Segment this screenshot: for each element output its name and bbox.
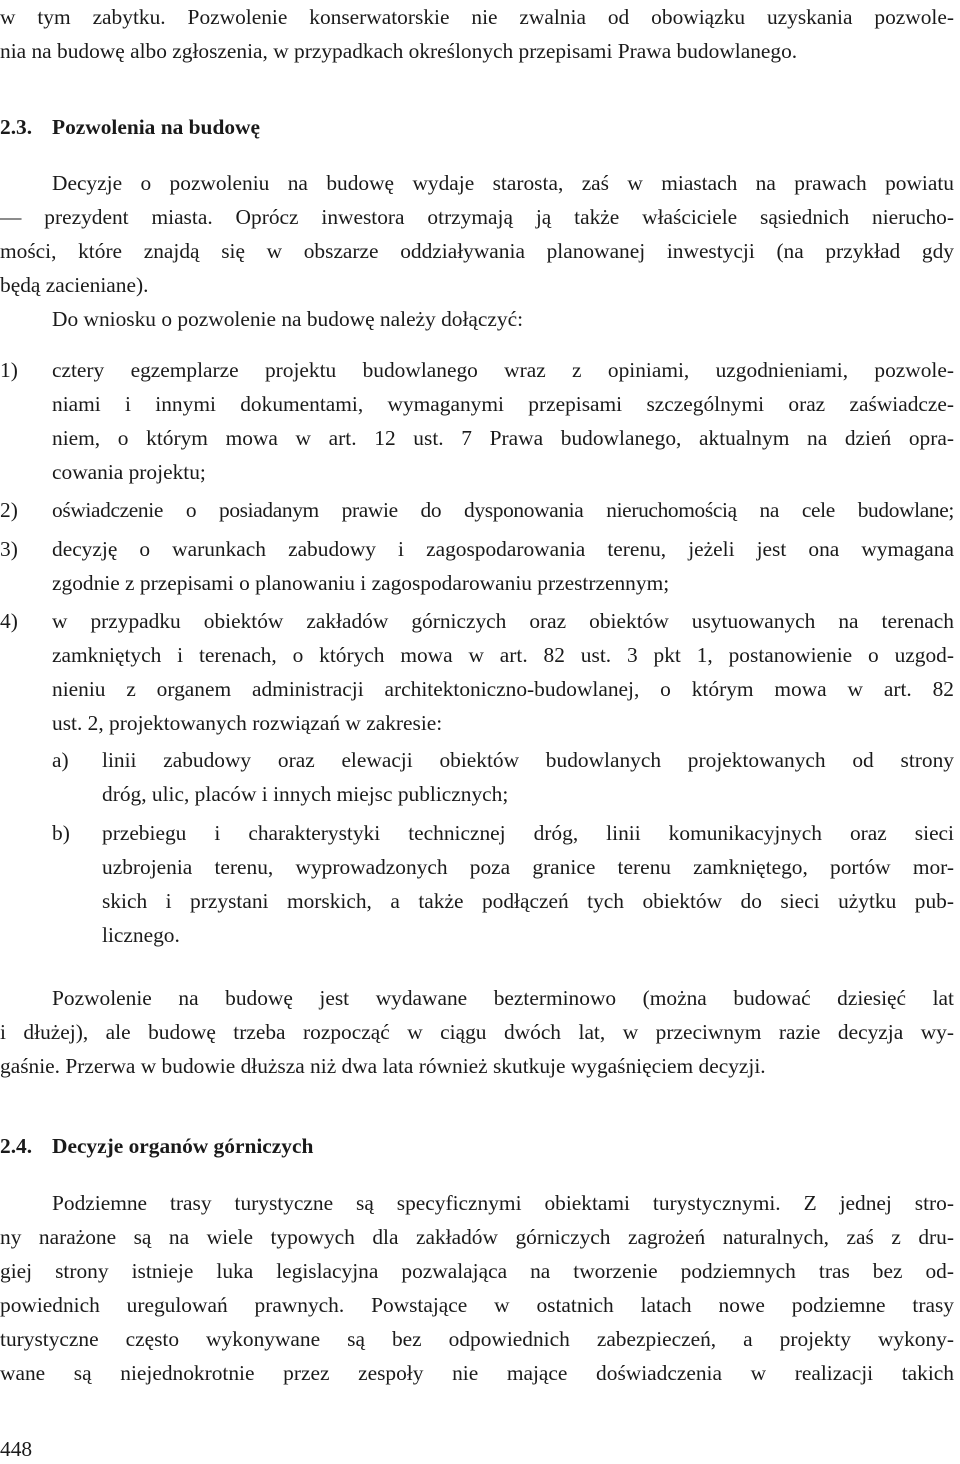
text-line: Pozwolenie na budowę jest wydawane bezterminowo (można budować dziesięć lat (52, 986, 954, 1010)
list-subitem-text: przebiegu i charakterystyki technicznej dróg, linii komunikacyjnych oraz sieci (102, 821, 954, 845)
text-line: i dłużej), ale budowę trzeba rozpocząć w ciągu dwóch lat, w przeciwnym razie decyzja wy- (0, 1020, 954, 1044)
text-line: niem, o którym mowa w art. 12 ust. 7 Prawa budowlanego, aktualnym na dzień opra- (52, 426, 954, 450)
list-item-text: w przypadku obiektów zakładów górniczych oraz obiektów usytuowanych na terenach (52, 609, 954, 633)
text-line: zamkniętych i terenach, o których mowa w art. 82 ust. 3 pkt 1, postanowienie o uzgod- (52, 643, 954, 667)
text-line: skich i przystani morskich, a także podłączeń tych obiektów do sieci użytku pub- (102, 889, 954, 913)
text-line: w tym zabytku. Pozwolenie konserwatorskie nie zwalnia od obowiązku uzyskania pozwole- (0, 5, 954, 29)
text-line: — prezydent miasta. Oprócz inwestora otrzymają ją także właściciele sąsiednich nierucho- (0, 205, 954, 229)
list-subitem-letter: b) (52, 821, 70, 845)
text-line: nia na budowę albo zgłoszenia, w przypadkach określonych przepisami Prawa budowlanego. (0, 39, 798, 63)
text-line: powiednich uregulowań prawnych. Powstające w ostatnich latach nowe podziemne trasy (0, 1293, 954, 1317)
section-title: Decyzje organów górniczych (52, 1134, 314, 1158)
list-subitem (52, 745, 954, 775)
list-item (0, 534, 954, 564)
text-line: nieniu z organem administracji architektoniczno-budowlanej, o którym mowa w art. 82 (52, 677, 954, 701)
page-number: 448 (0, 1437, 33, 1461)
section-number: 2.3. (0, 115, 33, 139)
list-item (0, 355, 954, 385)
text-line: gaśnie. Przerwa w budowie dłuższa niż dwa lata również skutkuje wygaśnięciem decyzji. (0, 1054, 766, 1078)
list-item-number: 1) (0, 358, 18, 382)
text-line: mości, które znajdą się w obszarze oddziaływania planowanej inwestycji (na przykład gdy (0, 239, 954, 263)
list-subitem (52, 818, 954, 848)
list-item-text: oświadczenie o posiadanym prawie do dysponowania nieruchomością na cele budowlane; (52, 498, 954, 522)
text-line: turystyczne często wykonywane są bez odpowiednich zabezpieczeń, a projekty wykony- (0, 1327, 954, 1351)
section-heading (0, 112, 954, 142)
text-line: niami i innymi dokumentami, wymaganymi przepisami szczególnymi oraz zaświadcze- (52, 392, 954, 416)
text-line: cowania projektu; (52, 460, 206, 484)
section-number: 2.4. (0, 1134, 33, 1158)
text-line: Do wniosku o pozwolenie na budowę należy dołączyć: (52, 307, 524, 331)
list-item-number: 3) (0, 537, 18, 561)
text-line: licznego. (102, 923, 180, 947)
text-line: Decyzje o pozwoleniu na budowę wydaje starosta, zaś w miastach na prawach powiatu (52, 171, 954, 195)
list-subitem-letter: a) (52, 748, 69, 772)
list-item-text: cztery egzemplarze projektu budowlanego wraz z opiniami, uzgodnieniami, pozwole- (52, 358, 954, 382)
text-line: zgodnie z przepisami o planowaniu i zagospodarowaniu przestrzennym; (52, 571, 670, 595)
text-line: wane są niejednokrotnie przez zespoły nie mające doświadczenia w realizacji takich (0, 1361, 954, 1385)
list-item (0, 606, 954, 636)
text-line: giej strony istnieje luka legislacyjna pozwalająca na tworzenie podziemnych tras bez od- (0, 1259, 954, 1283)
list-item (0, 495, 954, 525)
list-subitem-text: linii zabudowy oraz elewacji obiektów budowlanych projektowanych od strony (102, 748, 954, 772)
section-title: Pozwolenia na budowę (52, 115, 260, 139)
list-item-number: 2) (0, 498, 18, 522)
text-line: uzbrojenia terenu, wyprowadzonych poza granice terenu zamkniętego, portów mor- (102, 855, 954, 879)
text-line: ny narażone są na wiele typowych dla zakładów górniczych zagrożeń naturalnych, zaś z dru- (0, 1225, 954, 1249)
text-line: Podziemne trasy turystyczne są specyficznymi obiektami turystycznymi. Z jednej stro- (52, 1191, 954, 1215)
text-line: dróg, ulic, placów i innych miejsc publicznych; (102, 782, 509, 806)
section-heading (0, 1131, 954, 1161)
text-line: ust. 2, projektowanych rozwiązań w zakresie: (52, 711, 443, 735)
list-item-text: decyzję o warunkach zabudowy i zagospodarowania terenu, jeżeli jest ona wymagana (52, 537, 954, 561)
list-item-number: 4) (0, 609, 18, 633)
text-line: będą zacieniane). (0, 273, 149, 297)
